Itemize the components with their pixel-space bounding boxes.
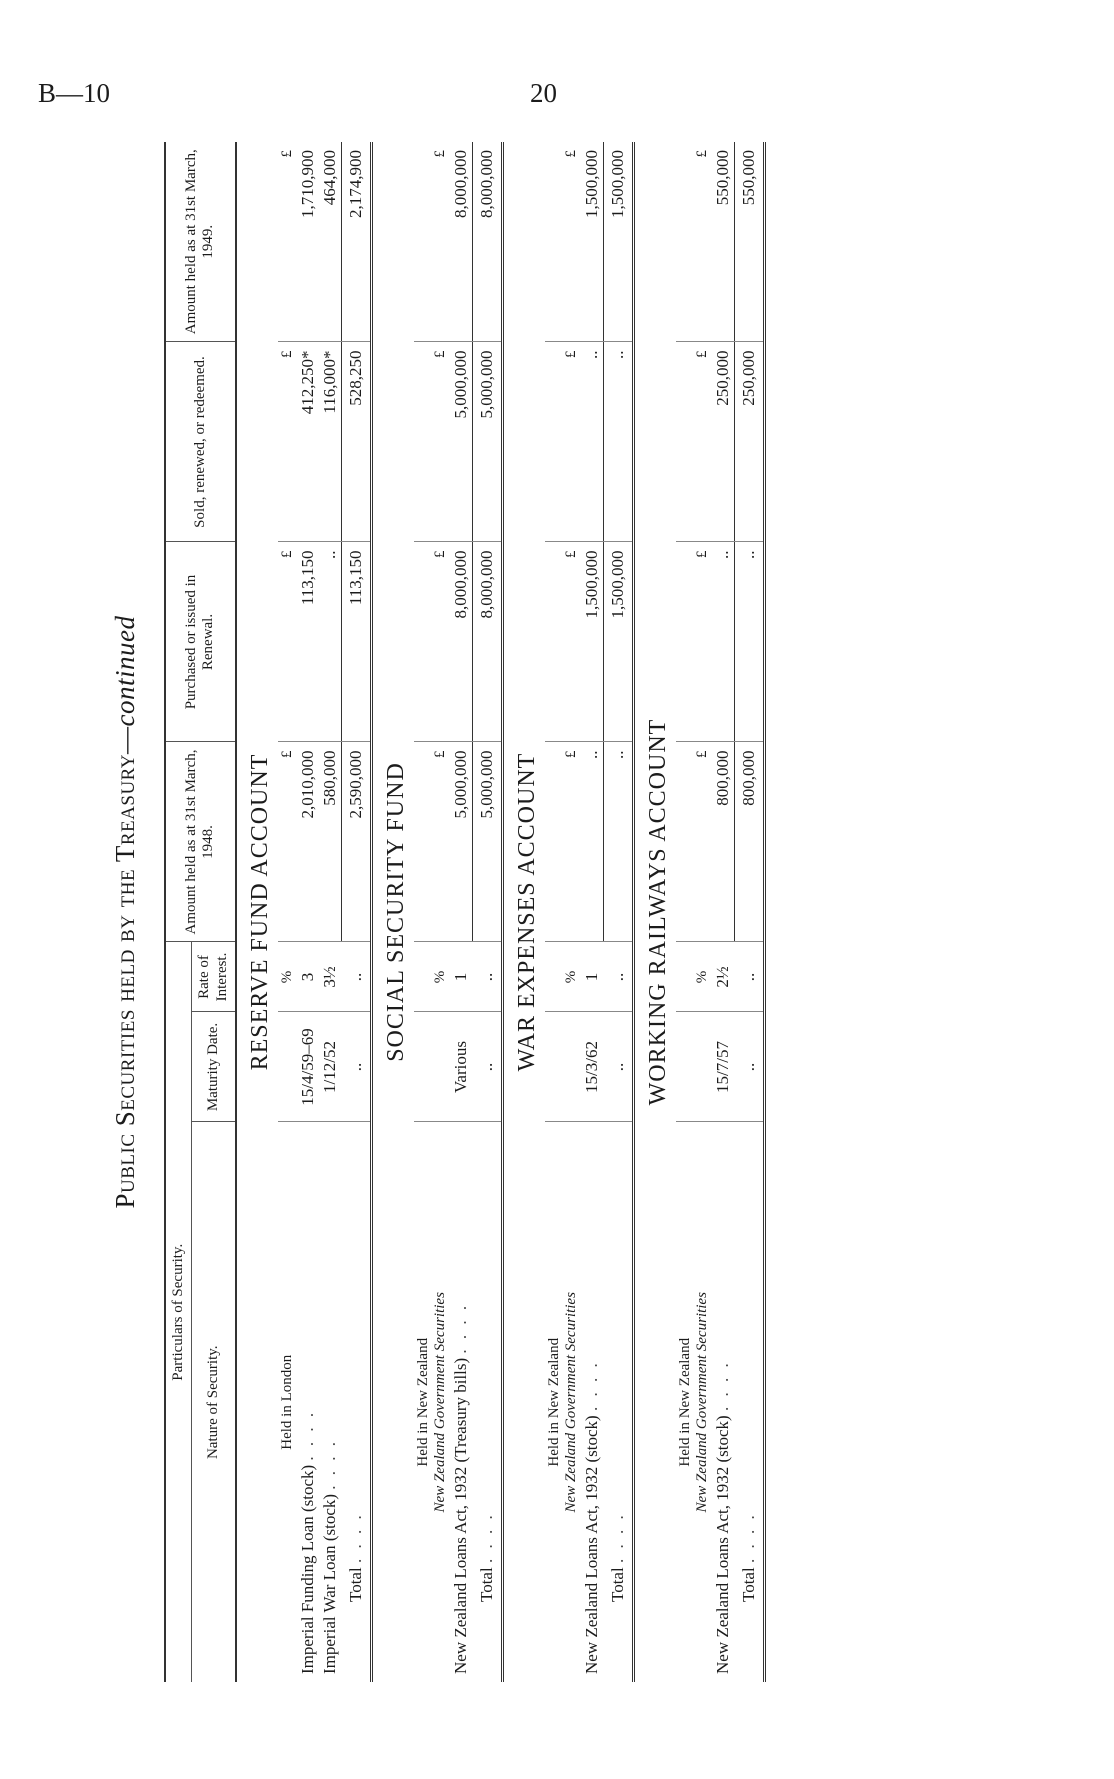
table-row bbox=[319, 142, 342, 1682]
unit-row bbox=[545, 142, 581, 1682]
amount-1948: .. bbox=[581, 742, 604, 942]
security-label: New Zealand Loans Act, 1932 (stock) bbox=[713, 1415, 733, 1674]
sold-amount: .. bbox=[581, 342, 604, 542]
securities-table bbox=[164, 142, 766, 1682]
amount-1949: 1,500,000 bbox=[581, 142, 604, 342]
section-heading: WORKING RAILWAYS ACCOUNT bbox=[644, 718, 671, 1106]
table-row bbox=[712, 142, 735, 1682]
leader-dots: . . . . bbox=[476, 1512, 496, 1564]
leader-dots: . . . . bbox=[451, 1302, 471, 1354]
total-maturity: .. bbox=[734, 1012, 764, 1122]
unit-pound-amount-1949: £ bbox=[278, 142, 297, 342]
header-sold: Sold, renewed, or redeemed. bbox=[165, 342, 236, 542]
total-maturity: .. bbox=[603, 1012, 633, 1122]
total-purchased: 8,000,000 bbox=[472, 542, 502, 742]
total-amount-1949: 1,500,000 bbox=[603, 142, 633, 342]
total-amount-1948: 2,590,000 bbox=[341, 742, 371, 942]
leader-dots: . . . . bbox=[582, 1360, 602, 1412]
amount-1949: 550,000 bbox=[712, 142, 735, 342]
unit-percent: % bbox=[278, 942, 297, 1012]
purchased-amount: 8,000,000 bbox=[450, 542, 473, 742]
amount-1948: 5,000,000 bbox=[450, 742, 473, 942]
unit-blank bbox=[676, 1012, 712, 1122]
maturity-date: 15/4/59–69 bbox=[297, 1012, 319, 1122]
total-amount-1949: 2,174,900 bbox=[341, 142, 371, 342]
title-dash: — bbox=[110, 726, 140, 754]
total-label: Total bbox=[345, 1567, 365, 1602]
table-header bbox=[165, 142, 236, 1682]
held-label: Held in New Zealand bbox=[414, 1337, 431, 1467]
sub-heading: New Zealand Government Securities bbox=[693, 1292, 710, 1513]
section-heading-row bbox=[236, 142, 278, 1682]
held-location bbox=[414, 1122, 450, 1682]
amount-1949: 464,000 bbox=[319, 142, 342, 342]
security-label: New Zealand Loans Act, 1932 (stock) bbox=[582, 1415, 602, 1674]
table-row bbox=[450, 142, 473, 1682]
total-label-cell bbox=[603, 1122, 633, 1682]
security-name bbox=[450, 1122, 473, 1682]
unit-pound-sold: £ bbox=[414, 342, 450, 542]
held-location bbox=[545, 1122, 581, 1682]
amount-1948: 800,000 bbox=[712, 742, 735, 942]
security-name bbox=[581, 1122, 604, 1682]
header-rate: Rate of Interest. bbox=[192, 942, 236, 1012]
section-heading-row bbox=[371, 142, 414, 1682]
leader-dots: . . . . bbox=[320, 1438, 340, 1490]
unit-pound-sold: £ bbox=[545, 342, 581, 542]
page-reference: B—10 bbox=[38, 78, 111, 108]
unit-row bbox=[278, 142, 297, 1682]
maturity-date: 15/3/62 bbox=[581, 1012, 604, 1122]
purchased-amount: .. bbox=[319, 542, 342, 742]
unit-pound-amount-1949: £ bbox=[676, 142, 712, 342]
unit-percent: % bbox=[676, 942, 712, 1012]
header-amount-1949: Amount held as at 31st March, 1949. bbox=[165, 142, 236, 342]
section-heading-row bbox=[633, 142, 676, 1682]
unit-pound-purchased: £ bbox=[278, 542, 297, 742]
purchased-amount: 1,500,000 bbox=[581, 542, 604, 742]
purchased-amount: .. bbox=[712, 542, 735, 742]
header-nature: Nature of Security. bbox=[204, 1345, 221, 1460]
leader-dots: . . . . bbox=[607, 1512, 627, 1564]
unit-pound-purchased: £ bbox=[545, 542, 581, 742]
held-label: Held in London bbox=[278, 1354, 295, 1450]
leader-dots: . . . . bbox=[345, 1512, 365, 1564]
interest-rate: 2½ bbox=[712, 942, 735, 1012]
sub-heading: New Zealand Government Securities bbox=[431, 1292, 448, 1513]
document-title bbox=[110, 142, 141, 1682]
section-heading-row bbox=[502, 142, 545, 1682]
unit-blank bbox=[545, 1012, 581, 1122]
amount-1948: 580,000 bbox=[319, 742, 342, 942]
total-sold: .. bbox=[603, 342, 633, 542]
total-label: Total bbox=[476, 1567, 496, 1602]
total-row bbox=[603, 142, 633, 1682]
total-amount-1949: 8,000,000 bbox=[472, 142, 502, 342]
total-label-cell bbox=[734, 1122, 764, 1682]
section-heading: RESERVE FUND ACCOUNT bbox=[246, 753, 273, 1071]
unit-pound-purchased: £ bbox=[676, 542, 712, 742]
total-label-cell bbox=[341, 1122, 371, 1682]
security-label: Imperial Funding Loan (stock) bbox=[297, 1464, 317, 1674]
unit-pound-amount-1949: £ bbox=[545, 142, 581, 342]
leader-dots: . . . . bbox=[713, 1360, 733, 1412]
unit-pound-amount-1948: £ bbox=[278, 742, 297, 942]
total-rate: .. bbox=[734, 942, 764, 1012]
interest-rate: 1 bbox=[581, 942, 604, 1012]
total-rate: .. bbox=[472, 942, 502, 1012]
leader-dots: . . . . bbox=[297, 1409, 317, 1461]
page-number: 20 bbox=[530, 78, 557, 108]
unit-percent: % bbox=[414, 942, 450, 1012]
total-amount-1948: .. bbox=[603, 742, 633, 942]
table-row bbox=[581, 142, 604, 1682]
total-maturity: .. bbox=[472, 1012, 502, 1122]
unit-pound-sold: £ bbox=[676, 342, 712, 542]
total-purchased: 1,500,000 bbox=[603, 542, 633, 742]
sub-heading: New Zealand Government Securities bbox=[562, 1292, 579, 1513]
total-sold: 528,250 bbox=[341, 342, 371, 542]
section-heading: SOCIAL SECURITY FUND bbox=[382, 762, 409, 1062]
total-amount-1948: 5,000,000 bbox=[472, 742, 502, 942]
maturity-date: Various bbox=[450, 1012, 473, 1122]
unit-blank bbox=[278, 1012, 297, 1122]
unit-row bbox=[676, 142, 712, 1682]
interest-rate: 3½ bbox=[319, 942, 342, 1012]
unit-pound-amount-1948: £ bbox=[676, 742, 712, 942]
held-location bbox=[676, 1122, 712, 1682]
header-particulars: Particulars of Security. bbox=[165, 942, 192, 1682]
total-label: Total bbox=[738, 1567, 758, 1602]
total-amount-1948: 800,000 bbox=[734, 742, 764, 942]
total-amount-1949: 550,000 bbox=[734, 142, 764, 342]
header-maturity: Maturity Date. bbox=[192, 1012, 236, 1122]
total-sold: 5,000,000 bbox=[472, 342, 502, 542]
held-label: Held in New Zealand bbox=[676, 1337, 693, 1467]
security-name bbox=[712, 1122, 735, 1682]
interest-rate: 1 bbox=[450, 942, 473, 1012]
total-sold: 250,000 bbox=[734, 342, 764, 542]
leader-dots: . . . . bbox=[738, 1512, 758, 1564]
unit-pound-amount-1948: £ bbox=[545, 742, 581, 942]
amount-1949: 8,000,000 bbox=[450, 142, 473, 342]
held-label: Held in New Zealand bbox=[545, 1337, 562, 1467]
total-row bbox=[341, 142, 371, 1682]
unit-pound-amount-1949: £ bbox=[414, 142, 450, 342]
held-location bbox=[278, 1122, 297, 1682]
total-rate: .. bbox=[341, 942, 371, 1012]
unit-pound-purchased: £ bbox=[414, 542, 450, 742]
unit-blank bbox=[414, 1012, 450, 1122]
total-row bbox=[472, 142, 502, 1682]
interest-rate: 3 bbox=[297, 942, 319, 1012]
total-label: Total bbox=[607, 1567, 627, 1602]
header-purchased: Purchased or issued in Renewal. bbox=[165, 542, 236, 742]
total-maturity: .. bbox=[341, 1012, 371, 1122]
security-label: New Zealand Loans Act, 1932 (Treasury bills) bbox=[451, 1357, 471, 1674]
total-purchased: .. bbox=[734, 542, 764, 742]
sold-amount: 116,000* bbox=[319, 342, 342, 542]
sold-amount: 5,000,000 bbox=[450, 342, 473, 542]
purchased-amount: 113,150 bbox=[297, 542, 319, 742]
title-suffix: continued bbox=[110, 615, 140, 727]
sold-amount: 412,250* bbox=[297, 342, 319, 542]
total-purchased: 113,150 bbox=[341, 542, 371, 742]
unit-pound-amount-1948: £ bbox=[414, 742, 450, 942]
security-name bbox=[297, 1122, 319, 1682]
unit-pound-sold: £ bbox=[278, 342, 297, 542]
security-label: Imperial War Loan (stock) bbox=[320, 1493, 340, 1674]
unit-percent: % bbox=[545, 942, 581, 1012]
header-amount-1948: Amount held as at 31st March, 1948. bbox=[165, 742, 236, 942]
total-label-cell bbox=[472, 1122, 502, 1682]
sold-amount: 250,000 bbox=[712, 342, 735, 542]
maturity-date: 1/12/52 bbox=[319, 1012, 342, 1122]
table-body bbox=[236, 142, 765, 1682]
total-row bbox=[734, 142, 764, 1682]
maturity-date: 15/7/57 bbox=[712, 1012, 735, 1122]
amount-1948: 2,010,000 bbox=[297, 742, 319, 942]
rotated-table-page bbox=[110, 142, 990, 1682]
section-heading: WAR EXPENSES ACCOUNT bbox=[513, 752, 540, 1072]
table-row bbox=[297, 142, 319, 1682]
security-name bbox=[319, 1122, 342, 1682]
unit-row bbox=[414, 142, 450, 1682]
title-main: Public Securities held by the Treasury bbox=[110, 753, 140, 1209]
total-rate: .. bbox=[603, 942, 633, 1012]
amount-1949: 1,710,900 bbox=[297, 142, 319, 342]
